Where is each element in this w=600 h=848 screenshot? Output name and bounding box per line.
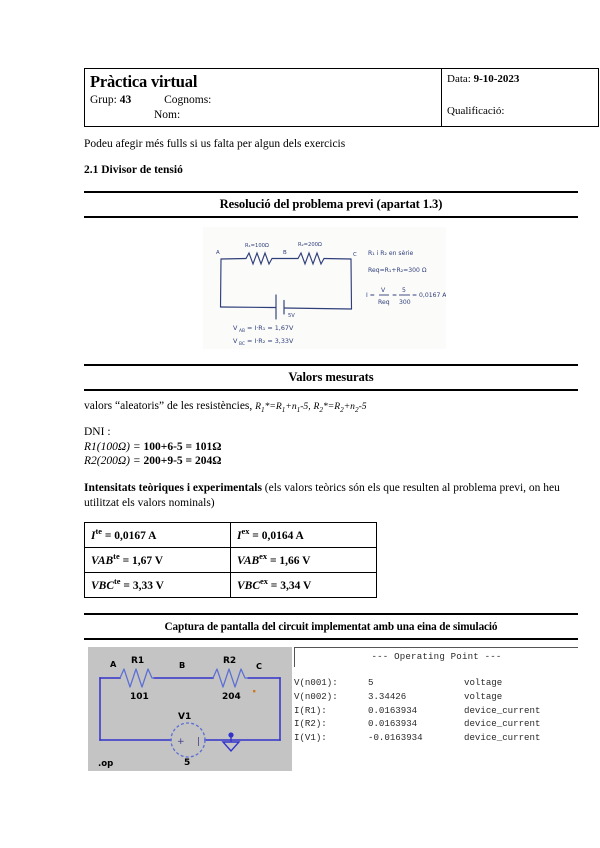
op-unit: voltage bbox=[464, 690, 503, 702]
table-row bbox=[85, 522, 377, 547]
sym-vab-te-sup: te bbox=[113, 552, 120, 562]
grup-value: 43 bbox=[119, 93, 132, 106]
svg-text:5V: 5V bbox=[288, 312, 295, 319]
sym-vab-te bbox=[91, 552, 120, 568]
nom-label: Nom: bbox=[154, 108, 181, 121]
document-content bbox=[84, 68, 578, 771]
section-title-captura: Captura de pantalla del circuit implementat amb una eina de simulació bbox=[164, 620, 498, 633]
op-value: 0.0163934 bbox=[368, 718, 418, 730]
svg-text:R₂=200Ω: R₂=200Ω bbox=[298, 241, 322, 248]
sym-vbc-te bbox=[91, 577, 121, 593]
svg-text:R₁ i R₂ en sèrie: R₁ i R₂ en sèrie bbox=[368, 249, 414, 257]
svg-text:V: V bbox=[233, 336, 238, 345]
schem-r1-name: R1 bbox=[131, 655, 145, 666]
svg-text:|: | bbox=[197, 736, 201, 747]
r2-measured-label: R2(200Ω) = bbox=[84, 455, 144, 468]
svg-text:Req: Req bbox=[378, 298, 390, 306]
svg-text:I =: I = bbox=[366, 291, 375, 299]
results-table bbox=[84, 522, 377, 598]
ltspice-output-panel bbox=[294, 647, 578, 765]
formula-2-plus-n: +n bbox=[343, 400, 355, 412]
val-i-te: = 0,0167 A bbox=[102, 530, 157, 543]
formula-2-eq: *=R bbox=[322, 400, 341, 412]
table-row bbox=[85, 547, 377, 572]
val-vab-te: = 1,67 V bbox=[119, 555, 164, 568]
svg-text:B: B bbox=[283, 249, 287, 256]
svg-text:V: V bbox=[233, 323, 238, 332]
val-vab-ex: = 1,66 V bbox=[267, 555, 311, 568]
r2-measured-line bbox=[84, 454, 578, 469]
op-unit: device_current bbox=[464, 732, 541, 744]
note-text: Podeu afegir més fulls si us falta per algun dels exercicis bbox=[84, 137, 346, 150]
svg-text:= I·R₂ = 3,33V: = I·R₂ = 3,33V bbox=[247, 336, 294, 345]
op-value: 5 bbox=[368, 676, 374, 688]
op-row bbox=[294, 676, 578, 690]
operating-point-rows bbox=[294, 676, 578, 745]
schem-node-b: B bbox=[179, 659, 186, 670]
op-row bbox=[294, 717, 578, 731]
sym-vab-ex bbox=[237, 552, 268, 568]
svg-text:Req=R₁+R₂=300 Ω: Req=R₁+R₂=300 Ω bbox=[368, 266, 427, 274]
section-title-previ: Resolució del problema previ (apartat 1.3) bbox=[219, 196, 443, 211]
qualificacio-label: Qualificació: bbox=[447, 105, 505, 117]
svg-text:= I·R₁ = 1,67V: = I·R₁ = 1,67V bbox=[247, 323, 294, 332]
dni-label: DNI : bbox=[84, 425, 111, 438]
subsection-heading: 2.1 Divisor de tensió bbox=[84, 163, 183, 176]
op-value: 3.34426 bbox=[368, 690, 407, 702]
sym-vbc-ex-sup: ex bbox=[260, 577, 268, 587]
table-row bbox=[85, 572, 377, 597]
section-band-captura bbox=[84, 613, 578, 640]
header-right-cell bbox=[442, 69, 599, 127]
op-unit: device_current bbox=[464, 704, 541, 716]
sym-i-te-base: I bbox=[91, 530, 96, 543]
op-value: -0.0163934 bbox=[368, 732, 423, 744]
svg-text:R₁=100Ω: R₁=100Ω bbox=[245, 242, 269, 249]
schem-node-c: C bbox=[256, 660, 263, 671]
data-line bbox=[447, 73, 593, 85]
operating-point-title: --- Operating Point --- bbox=[294, 647, 578, 667]
formula-1-eq: *=R bbox=[264, 400, 282, 412]
op-row bbox=[294, 690, 578, 704]
section-band-previ bbox=[84, 191, 578, 218]
sym-i-ex-base: I bbox=[237, 530, 242, 543]
resistance-formula-2: $R_2*=R_2+n_2-5$ bbox=[313, 400, 367, 414]
resistance-formula-1: $R_1*=R_1+n_1-5$, bbox=[255, 400, 311, 414]
svg-text:AB: AB bbox=[239, 328, 246, 334]
header-left-cell bbox=[85, 69, 442, 127]
cell-vbc-experimental bbox=[231, 572, 377, 597]
val-vbc-te: = 3,33 V bbox=[120, 580, 164, 593]
op-row bbox=[294, 704, 578, 718]
schem-node-a: A bbox=[110, 658, 117, 669]
sym-vbc-ex bbox=[237, 577, 268, 593]
schem-directive: .op bbox=[98, 758, 114, 769]
svg-text:BC: BC bbox=[239, 341, 246, 347]
header-table bbox=[84, 68, 599, 127]
op-key: V(n001): bbox=[294, 676, 338, 688]
sym-vab-te-base: VAB bbox=[91, 555, 114, 568]
dni-block bbox=[84, 425, 578, 469]
formula-1-r: R bbox=[255, 400, 262, 412]
page-title: Pràctica virtual bbox=[90, 72, 198, 91]
measured-intro-text: valors “aleatoris” de les resistències, bbox=[84, 399, 253, 412]
cell-vbc-theoretical bbox=[85, 572, 231, 597]
val-i-ex: = 0,0164 A bbox=[249, 530, 304, 543]
grup-label: Grup: bbox=[90, 93, 117, 106]
svg-text:A: A bbox=[216, 249, 220, 256]
op-row bbox=[294, 731, 578, 745]
svg-text:C: C bbox=[353, 251, 357, 258]
simulation-capture bbox=[84, 647, 578, 771]
op-key: I(V1): bbox=[294, 732, 327, 744]
svg-text:300: 300 bbox=[399, 298, 411, 306]
intensities-lead: Intensitats teòriques i experimentals bbox=[84, 482, 262, 495]
val-vbc-ex: = 3,34 V bbox=[267, 580, 312, 593]
sym-i-te-sup: te bbox=[95, 527, 102, 537]
formula-2-minus: -5 bbox=[358, 400, 367, 412]
schem-r1-value: 101 bbox=[130, 691, 149, 702]
schem-r2-value: 204 bbox=[222, 691, 241, 702]
svg-text:V: V bbox=[381, 286, 386, 294]
formula-1-plus-n: +n bbox=[285, 400, 297, 412]
handwritten-scan-wrap bbox=[84, 227, 578, 349]
svg-text:5: 5 bbox=[402, 286, 406, 294]
sym-i-te bbox=[91, 527, 102, 543]
section-band-mesurats bbox=[84, 364, 578, 391]
data-label: Data: bbox=[447, 73, 471, 85]
sym-vbc-te-sup: te bbox=[114, 577, 121, 587]
formula-1-minus: -5, bbox=[300, 400, 311, 412]
intensities-paragraph bbox=[84, 481, 578, 511]
measured-intro-line bbox=[84, 400, 578, 414]
ltspice-schematic bbox=[88, 647, 292, 771]
formula-2-r: R bbox=[313, 400, 320, 412]
cell-vab-experimental bbox=[231, 547, 377, 572]
svg-text:+: + bbox=[177, 736, 185, 747]
svg-text:=: = bbox=[392, 291, 398, 299]
header-row bbox=[85, 69, 599, 127]
op-key: I(R1): bbox=[294, 704, 327, 716]
sym-vab-ex-sup: ex bbox=[259, 552, 268, 562]
svg-text:= 0,0167 A: = 0,0167 A bbox=[412, 291, 446, 299]
grup-line bbox=[90, 94, 436, 106]
r2-measured-value: 200+9-5 = 204Ω bbox=[143, 455, 222, 468]
r1-measured-label: R1(100Ω) = bbox=[84, 440, 144, 453]
cell-i-experimental bbox=[231, 522, 377, 547]
op-key: V(n002): bbox=[294, 690, 338, 702]
sym-i-ex bbox=[237, 527, 250, 543]
op-value: 0.0163934 bbox=[368, 704, 418, 716]
schem-v1-name: V1 bbox=[178, 711, 192, 722]
sym-vab-ex-base: VAB bbox=[237, 555, 260, 568]
op-unit: device_current bbox=[464, 718, 541, 730]
sym-vbc-ex-base: VBC bbox=[237, 580, 261, 593]
sym-i-ex-sup: ex bbox=[241, 527, 250, 537]
schem-r2-name: R2 bbox=[223, 655, 237, 666]
op-unit: voltage bbox=[464, 676, 503, 688]
r1-measured-value: 100+6-5 = 101Ω bbox=[143, 440, 222, 453]
op-key: I(R2): bbox=[294, 718, 327, 730]
sym-vbc-te-base: VBC bbox=[91, 580, 115, 593]
cognoms-label: Cognoms: bbox=[164, 93, 212, 106]
schem-v1-value: 5 bbox=[184, 757, 191, 768]
r1-measured-line bbox=[84, 440, 578, 455]
section-title-mesurats: Valors mesurats bbox=[288, 369, 374, 384]
cell-vab-theoretical bbox=[85, 547, 231, 572]
handwritten-circuit-image bbox=[203, 227, 446, 349]
cell-i-theoretical bbox=[85, 522, 231, 547]
data-value: 9-10-2023 bbox=[473, 73, 520, 85]
intensities-rest: (els valors teòrics són els que resulten al problema previ, on heu utilitzat els valors nominals) bbox=[84, 482, 560, 509]
